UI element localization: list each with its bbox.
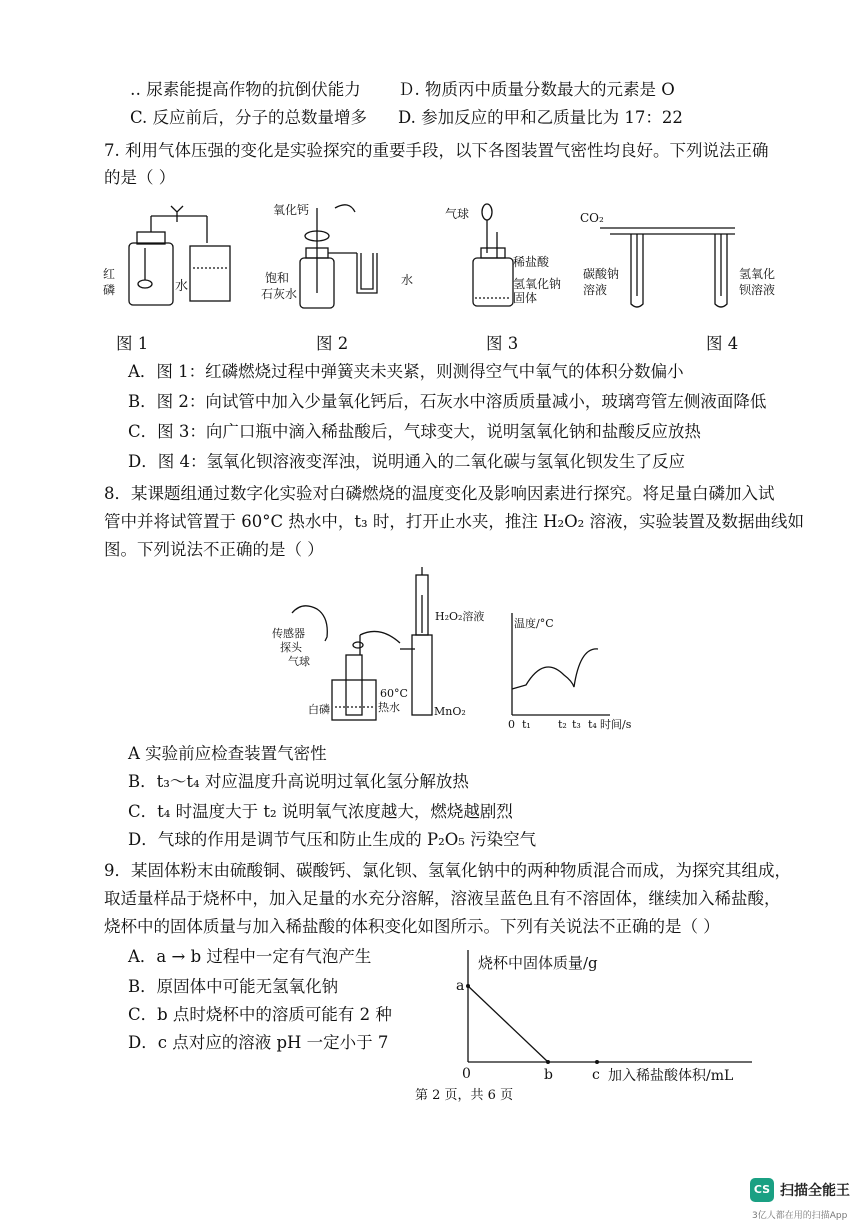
q9-stem-line1: 9．某固体粉末由硫酸铜、碳酸钙、氯化钡、氢氧化钠中的两种物质混合而成，为探究其组成，	[104, 861, 791, 880]
q8-label-hot: 热水	[378, 701, 400, 714]
q9-option-a: A．a → b 过程中一定有气泡产生	[128, 947, 372, 966]
q8-apparatus-and-graph	[270, 565, 632, 735]
q8-graph-t1: t₁	[522, 718, 531, 731]
q8-stem-line2: 管中并将试管置于 60°C 热水中，t₃ 时，打开止水夹，推注 H₂O₂ 溶液，实验装置及数据曲线如	[104, 512, 804, 531]
fig4-label-na1: 碳酸钠	[583, 267, 620, 281]
q8-stem-line1: 8．某课题组通过数字化实验对白磷燃烧的温度变化及影响因素进行探究。将足量白磷加入试	[104, 484, 775, 503]
fig1-label-water: 水	[175, 279, 189, 294]
q9-stem-line3: 烧杯中的固体质量与加入稀盐酸的体积变化如图所示。下列有关说法不正确的是（ ）	[104, 917, 720, 936]
q7-stem-line1: 7. 利用气体压强的变化是实验探究的重要手段，以下各图装置气密性均良好。下列说法正确	[104, 141, 769, 160]
q8-graph-t3: t₃	[572, 718, 581, 731]
q9-stem-line2: 取适量样品于烧杯中，加入足量的水充分溶解，溶液呈蓝色且有不溶固体，继续加入稀盐酸，	[104, 889, 781, 908]
q8-temp-curve	[512, 649, 598, 689]
q8-option-c: C．t₄ 时温度大于 t₂ 说明氧气浓度越大，燃烧越剧烈	[128, 802, 513, 821]
q8-label-probe: 探头	[280, 641, 302, 654]
q9-label-a: a	[456, 978, 465, 994]
fig2-label-shw: 石灰水	[261, 287, 298, 301]
q8-graph-xlabel: 时间/s	[600, 718, 632, 731]
fig3-label-ball: 气球	[445, 207, 470, 221]
q8-option-a: A 实验前应检查装置气密性	[128, 744, 327, 763]
q8-graph-t4: t₄	[588, 718, 597, 731]
q9-graph-ylabel: 烧杯中固体质量/g	[478, 954, 598, 972]
q8-label-temp: 60°C	[380, 687, 408, 700]
q9-graph-xlabel: 加入稀盐酸体积/mL	[608, 1068, 734, 1084]
fig3-label-naoh1: 氢氧化钠	[513, 277, 562, 291]
q9-point-c	[595, 1060, 599, 1064]
q9-point-b	[546, 1060, 550, 1064]
q7-stem-line2: 的是（ ）	[104, 168, 176, 187]
fig2-label-cao: 氧化钙	[273, 203, 310, 217]
q6-option-a: ‥ 尿素能提高作物的抗倒伏能力	[130, 80, 361, 99]
fig3-caption: 图 3	[486, 334, 519, 353]
q9-option-d: D．c 点对应的溶液 pH 一定小于 7	[128, 1033, 389, 1052]
camscanner-logo-icon: CS	[750, 1178, 774, 1202]
q8-label-ball: 气球	[288, 655, 310, 668]
q7-option-d: D．图 4：氢氧化钡溶液变浑浊，说明通入的二氧化碳与氢氧化钡发生了反应	[128, 452, 685, 471]
q9-label-origin: 0	[462, 1066, 471, 1082]
q9-mass-line	[468, 986, 548, 1062]
q8-label-sensor: 传感器	[272, 627, 305, 640]
fig3-apparatus	[473, 204, 513, 306]
q9-option-b: B．原固体中可能无氢氧化钠	[128, 977, 339, 996]
fig1-label-hong: 红	[103, 267, 116, 281]
q6-option-b: Ｄ. 物质丙中质量分数最大的元素是 O	[398, 80, 675, 99]
q8-graph-ylabel: 温度/°C	[514, 617, 554, 630]
q6-option-c: C. 反应前后，分子的总数量增多	[130, 108, 368, 127]
q8-label-mno2: MnO₂	[434, 705, 466, 718]
q8-label-h2o2: H₂O₂溶液	[435, 610, 485, 623]
q8-option-b: B．t₃～t₄ 对应温度升高说明过氧化氢分解放热	[128, 772, 469, 791]
fig3-label-acid: 稀盐酸	[513, 255, 550, 269]
scanner-badge	[750, 1178, 862, 1224]
q7-option-b: B．图 2：向试管中加入少量氧化钙后，石灰水中溶质质量减小，玻璃弯管左侧液面降低	[128, 392, 767, 411]
q8-graph-t2: t₂	[558, 718, 567, 731]
fig1-caption: 图 1	[116, 334, 149, 353]
fig2-apparatus	[300, 205, 377, 308]
q6-option-d: D. 参加反应的甲和乙质量比为 17：22	[398, 108, 683, 127]
q9-graph	[452, 946, 762, 1084]
q9-option-c: C．b 点时烧杯中的溶质可能有 2 种	[128, 1005, 392, 1024]
page-footer: 第 2 页，共 6 页	[415, 1088, 514, 1103]
fig4-label-ba2: 钡溶液	[739, 283, 776, 297]
fig4-label-ba1: 氢氧化	[739, 267, 776, 281]
fig2-label-water: 水	[401, 273, 414, 287]
fig3-label-naoh2: 固体	[513, 291, 538, 305]
q8-label-white-p: 白磷	[308, 703, 330, 716]
q9-point-a	[466, 984, 470, 988]
fig4-label-na2: 溶液	[583, 283, 608, 297]
fig4-label-co2: CO₂	[580, 211, 604, 225]
scanner-app-name: 扫描全能王	[780, 1183, 850, 1199]
q9-label-c: c	[592, 1067, 600, 1083]
q8-apparatus	[292, 567, 432, 720]
fig4-caption: 图 4	[706, 334, 739, 353]
q9-label-b: b	[544, 1067, 553, 1083]
fig4-apparatus	[600, 228, 735, 307]
q7-option-a: A．图 1：红磷燃烧过程中弹簧夹未夹紧，则测得空气中氧气的体积分数偏小	[128, 362, 684, 381]
q8-option-d: D．气球的作用是调节气压和防止生成的 P₂O₅ 污染空气	[128, 830, 537, 849]
fig2-caption: 图 2	[316, 334, 349, 353]
q7-option-c: C．图 3：向广口瓶中滴入稀盐酸后，气球变大，说明氢氧化钠和盐酸反应放热	[128, 422, 701, 441]
scanner-app-tagline: 3亿人都在用的扫描App	[752, 1211, 848, 1221]
fig2-label-bh: 饱和	[265, 271, 290, 285]
q8-stem-line3: 图。下列说法不正确的是（ ）	[104, 540, 324, 559]
q8-graph-origin: 0	[508, 718, 515, 731]
fig1-label-lin: 磷	[103, 283, 116, 297]
q7-figures	[95, 198, 776, 328]
